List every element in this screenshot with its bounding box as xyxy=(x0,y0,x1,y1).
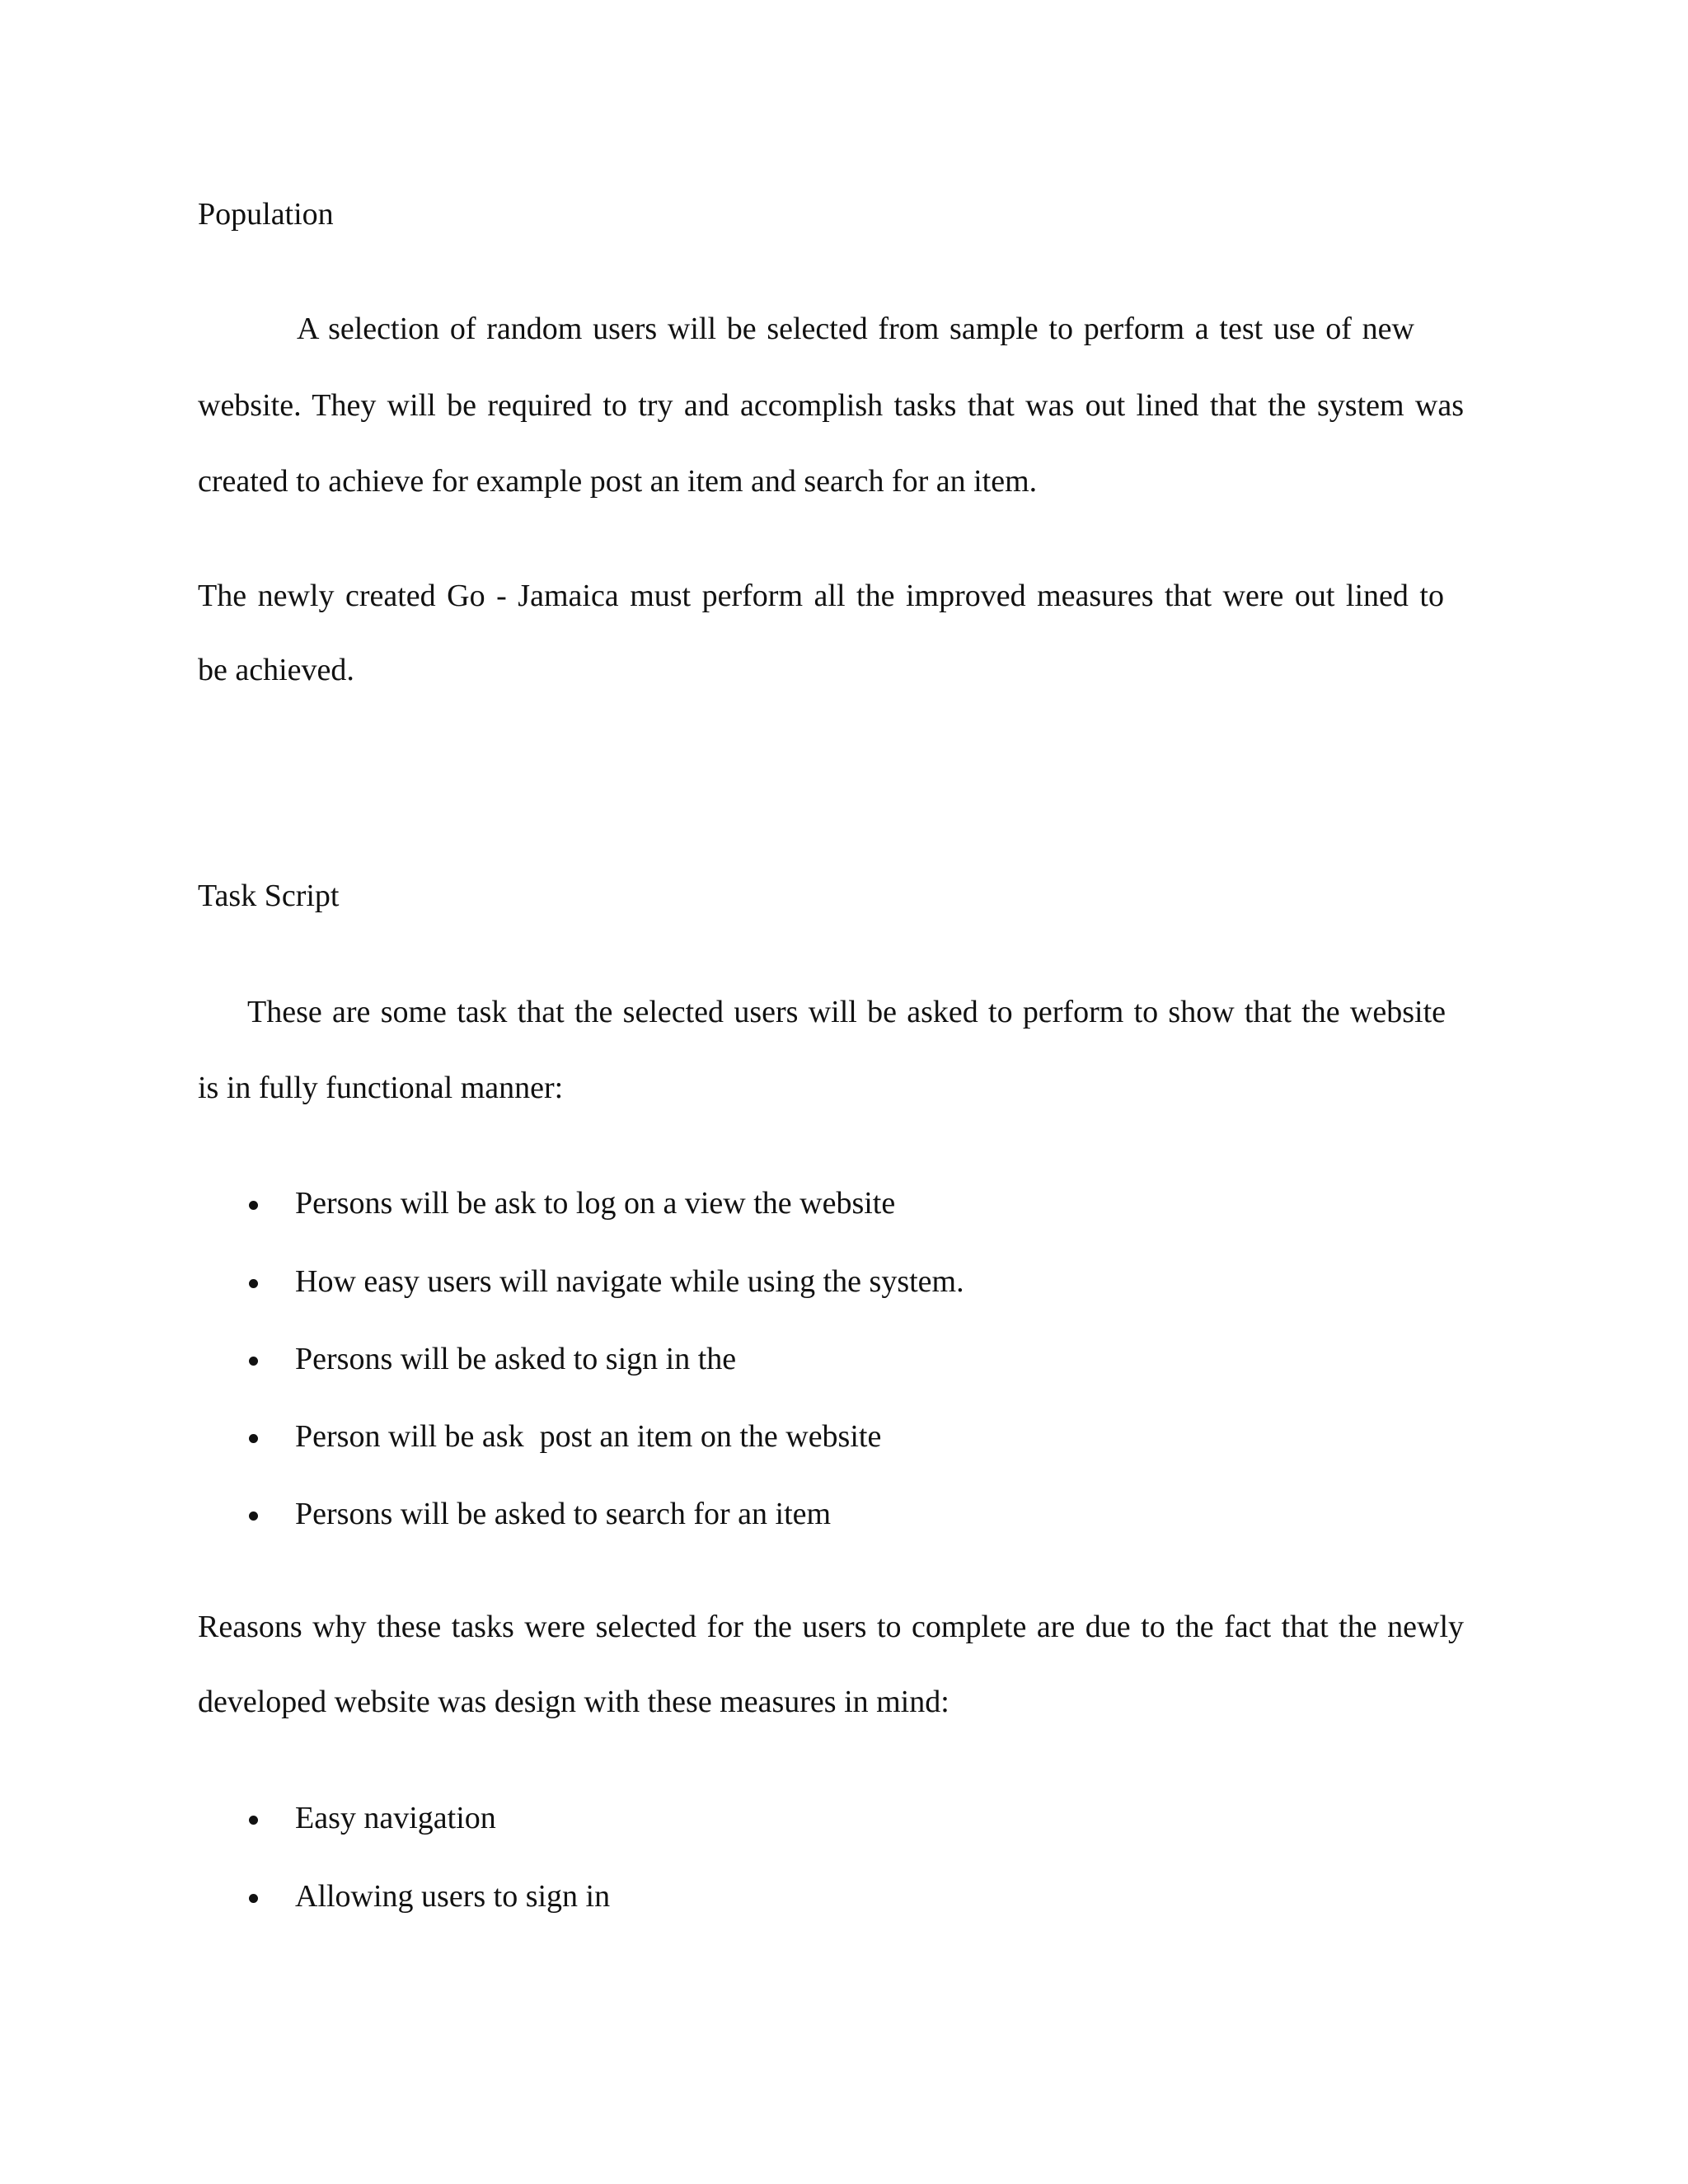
list-item-text: How easy users will navigate while using the system. xyxy=(295,1264,964,1299)
list-item-text: Persons will be asked to sign in the xyxy=(295,1342,737,1376)
paragraph-line: developed website was design with these measures in mind: xyxy=(198,1685,950,1719)
bullet-icon xyxy=(249,1816,258,1825)
paragraph-line: created to achieve for example post an item and search for an item. xyxy=(198,464,1038,499)
paragraph-line: These are some task that the selected users will be asked to perform to show that the website xyxy=(247,995,1446,1029)
paragraph-line: Reasons why these tasks were selected for the users to complete are due to the fact that the newly xyxy=(198,1610,1464,1644)
section-heading-population: Population xyxy=(198,197,334,232)
paragraph-line: is in fully functional manner: xyxy=(198,1071,564,1105)
list-item-text: Easy navigation xyxy=(295,1801,496,1835)
bullet-icon xyxy=(249,1894,258,1903)
section-heading-task-script: Task Script xyxy=(198,879,340,913)
list-item-text: Persons will be ask to log on a view the website xyxy=(295,1186,896,1221)
bullet-icon xyxy=(249,1511,258,1521)
list-item-text: Persons will be asked to search for an item xyxy=(295,1497,832,1531)
list-item-text: Allowing users to sign in xyxy=(295,1879,611,1914)
paragraph-line: website. They will be required to try and accomplish tasks that was out lined that the system was xyxy=(198,388,1464,423)
bullet-icon xyxy=(249,1357,258,1366)
paragraph-line: be achieved. xyxy=(198,653,354,687)
list-item-text: Person will be ask post an item on the website xyxy=(295,1419,882,1454)
bullet-icon xyxy=(249,1279,258,1288)
bullet-icon xyxy=(249,1434,258,1443)
bullet-icon xyxy=(249,1201,258,1210)
paragraph-line: A selection of random users will be selected from sample to perform a test use of new xyxy=(297,312,1414,346)
paragraph-line: The newly created Go - Jamaica must perform all the improved measures that were out lined to xyxy=(198,579,1444,613)
